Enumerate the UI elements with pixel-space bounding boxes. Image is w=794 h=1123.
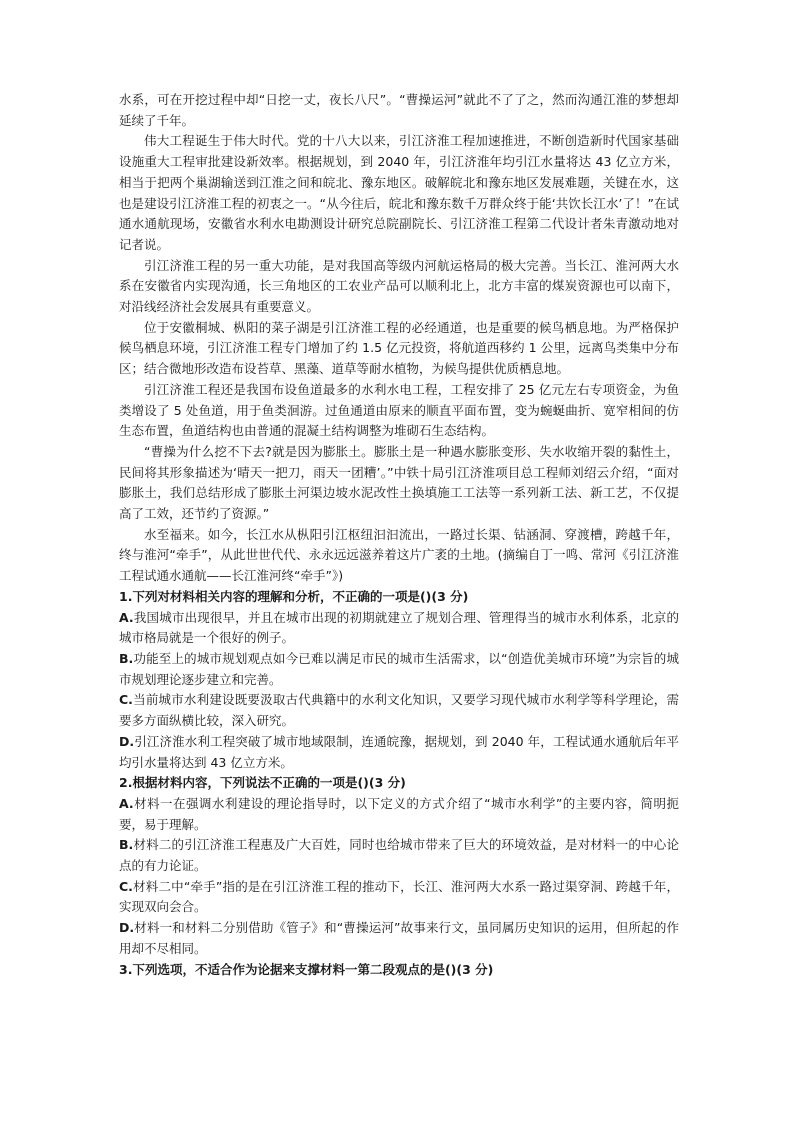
question-stem: 3.下列选项，不适合作为论据来支撑材料一第二段观点的是()(3 分) — [119, 961, 494, 977]
option-text: 当前城市水利建设既要汲取古代典籍中的水利文化知识，又要学习现代城市水利学等科学理论，需要多方面纵横比较，深入研究。 — [119, 692, 679, 729]
option-letter: D. — [119, 733, 135, 749]
option-text: 材料二的引江济淮工程惠及广大百姓，同时也给城市带来了巨大的环境效益，是对材料一的中心论点的有力论证。 — [119, 837, 679, 874]
option-text: 我国城市出现很早，并且在城市出现的初期就建立了规划合理、管理得当的城市水利体系，北京的城市格局就是一个很好的例子。 — [119, 609, 679, 646]
option-text: 引江济淮水利工程突破了城市地域限制，连通皖豫，据规划，到 2040 年，工程试通水通航后年平均引水量将达到 43 亿立方米。 — [119, 733, 679, 770]
paragraph: 引江济淮工程还是我国布设鱼道最多的水利水电工程，工程安排了 25 亿元左右专项资金，为鱼类增设了 5 处鱼道，用于鱼类洄游。过鱼通道由原来的顺直平面布置，变为蜿蜒曲折、宽窄相间的仿生态布置，鱼道结构也由普通的混凝土结构调整为堆砌石生态结构。 — [119, 381, 679, 439]
option-text: 材料二中“牵手”指的是在引江济淮工程的推动下，长江、淮河两大水系一路过渠穿洞、跨越千年，实现双向会合。 — [119, 878, 679, 915]
option-letter: C. — [119, 878, 133, 894]
option — [119, 649, 679, 690]
option — [119, 690, 679, 731]
option-letter: A. — [119, 795, 134, 811]
document-body — [119, 90, 679, 980]
option-letter: A. — [119, 609, 134, 625]
option-text: 功能至上的城市规划观点如今已难以满足市民的城市生活需求，以“创造优美城市环境”为宗旨的城市规划理论逐步建立和完善。 — [119, 650, 679, 687]
option — [119, 608, 679, 649]
option-text: 材料一和材料二分别借助《管子》和“曹操运河”故事来行文，虽同属历史知识的运用，但所起的作用却不尽相同。 — [119, 920, 679, 956]
option — [119, 794, 679, 835]
option — [119, 732, 679, 773]
option-letter: D. — [119, 920, 135, 936]
paragraph: 伟大工程诞生于伟大时代。党的十八大以来，引江济淮工程加速推进，不断创造新时代国家基础设施重大工程审批建设新效率。根据规划，到 2040 年，引江济淮年均引江水量将达 43 亿立方米，相当于把两个巢湖输送到江淮之间和皖北、豫东地区。破解皖北和豫东地区发展难题，关键在水，这也是建设引江济淮工程的初衷之一。“从今往后，皖北和豫东数千万群众终于能‘共饮长江水’了！”在试通水通航现场，安徽省水利水电勘测设计研究总院副院长、引江济淮工程第二代设计者朱青激动地对记者说。 — [119, 133, 679, 252]
option-text: 材料一在强调水利建设的理论指导时，以下定义的方式介绍了“城市水利学”的主要内容，简明扼要，易于理解。 — [119, 795, 679, 832]
option — [119, 877, 679, 918]
paragraph: 水至福来。如今，长江水从枞阳引江枢纽汩汩流出，一路过长渠、钻涵洞、穿渡槽，跨越千年，终与淮河“牵手”，从此世世代代、永永远远滋养着这片广袤的土地。(摘编自丁一鸣、常河《引江济淮工程试通水通航——长江淮河终“牵手”》) — [119, 526, 679, 584]
question-stem: 2.根据材料内容，下列说法不正确的一项是()(3 分) — [119, 775, 406, 791]
paragraph: “曹操为什么挖不下去?就是因为膨胀土。膨胀土是一种遇水膨胀变形、失水收缩开裂的黏性土，民间将其形象描述为‘晴天一把刀，雨天一团糟’。”中铁十局引江济淮项目总工程师刘绍云介绍，“面对膨胀土，我们总结形成了膨胀土河渠边坡水泥改性土换填施工工法等一系列新工法、新工艺，不仅提高了工效，还节约了资源。” — [119, 443, 679, 522]
question-stem: 1.下列对材料相关内容的理解和分析，不正确的一项是()(3 分) — [119, 588, 469, 604]
option-letter: B. — [119, 837, 134, 853]
paragraph: 引江济淮工程的另一重大功能，是对我国高等级内河航运格局的极大完善。当长江、淮河两大水系在安徽省内实现沟通，长三角地区的工农业产品可以顺利北上，北方丰富的煤炭资源也可以南下，对沿线经济社会发展具有重要意义。 — [119, 257, 679, 315]
paragraph: 位于安徽桐城、枞阳的菜子湖是引江济淮工程的必经通道，也是重要的候鸟栖息地。为严格保护候鸟栖息环境，引江济淮工程专门增加了约 1.5 亿元投资，将航道西移约 1 公里，远离鸟类集中分布区；结合微地形改造布设苔草、黑藻、道草等耐水植物，为候鸟提供优质栖息地。 — [119, 319, 679, 377]
paragraph: 水系，可在开挖过程中却“日挖一丈，夜长八尺”。“曹操运河”就此不了了之，然而沟通江淮的梦想却延续了千年。 — [119, 92, 679, 128]
option — [119, 918, 679, 959]
option-letter: C. — [119, 692, 133, 708]
option-letter: B. — [119, 650, 134, 666]
option — [119, 835, 679, 876]
